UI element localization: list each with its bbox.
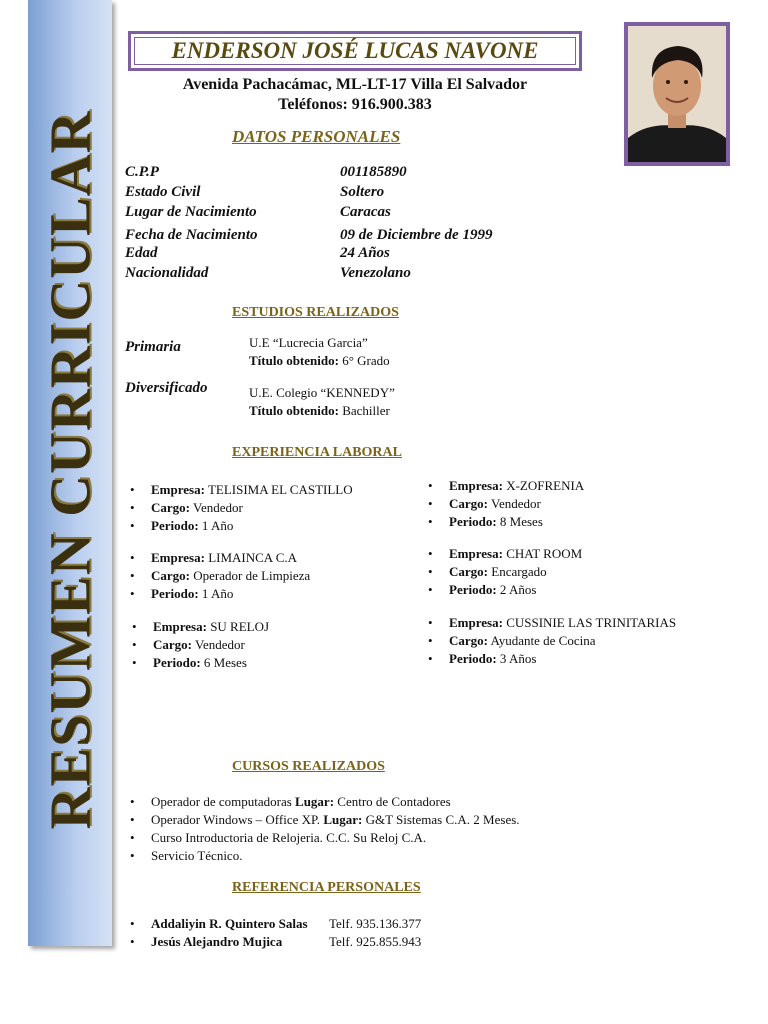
list-item: • Empresa: TELISIMA EL CASTILLO bbox=[127, 481, 353, 499]
study-school: U.E. Colegio “KENNEDY” bbox=[249, 385, 395, 400]
list-item: • Periodo: 3 Años bbox=[425, 650, 676, 668]
personal-section-title: DATOS PERSONALES bbox=[232, 127, 401, 146]
studies-section-title: ESTUDIOS REALIZADOS bbox=[232, 305, 399, 320]
personal-label: Nacionalidad bbox=[125, 265, 209, 281]
personal-value: 001185890 bbox=[340, 164, 407, 180]
study-level: Primaria bbox=[125, 339, 181, 355]
personal-row bbox=[125, 245, 390, 262]
experience-item bbox=[129, 618, 269, 672]
list-item: • Addaliyin R. Quintero Salas Telf. 935.136.377 bbox=[127, 915, 308, 933]
personal-label: Lugar de Nacimiento bbox=[125, 204, 257, 220]
person-photo-icon bbox=[628, 26, 726, 162]
references-section-title: REFERENCIA PERSONALES bbox=[232, 880, 421, 895]
list-item: • Cargo: Vendedor bbox=[129, 636, 269, 654]
experience-item bbox=[425, 477, 584, 531]
personal-row bbox=[125, 204, 391, 221]
address: Avenida Pachacámac, ML-LT-17 Villa El Salvador bbox=[182, 76, 528, 93]
list-item: • Periodo: 6 Meses bbox=[129, 654, 269, 672]
study-degree bbox=[249, 403, 390, 419]
degree-value: Bachiller bbox=[342, 403, 390, 418]
personal-label: Estado Civil bbox=[125, 184, 201, 200]
personal-label: Fecha de Nacimiento bbox=[125, 227, 258, 243]
personal-value: 09 de Diciembre de 1999 bbox=[340, 227, 493, 243]
degree-label: Título obtenido: bbox=[249, 353, 339, 368]
references-list bbox=[127, 915, 422, 951]
experience-item bbox=[425, 614, 676, 668]
courses-list bbox=[127, 793, 520, 865]
list-item: • Cargo: Ayudante de Cocina bbox=[425, 632, 676, 650]
personal-row bbox=[125, 227, 493, 244]
name-box bbox=[128, 31, 582, 71]
experience-item bbox=[127, 481, 353, 535]
study-degree bbox=[249, 353, 390, 369]
experience-item bbox=[425, 545, 582, 599]
list-item: • Empresa: LIMAINCA C.A bbox=[127, 549, 310, 567]
sidebar-banner bbox=[28, 0, 112, 946]
personal-label: C.P.P bbox=[125, 164, 159, 180]
list-item: • Servicio Técnico. bbox=[127, 847, 520, 865]
candidate-name: ENDERSON JOSÉ LUCAS NAVONE bbox=[171, 38, 539, 63]
personal-value: Soltero bbox=[340, 184, 385, 200]
list-item: • Jesús Alejandro Mujica Telf. 925.855.943 bbox=[127, 933, 308, 951]
personal-value: Caracas bbox=[340, 204, 391, 220]
personal-row bbox=[125, 164, 407, 181]
experience-section-title: EXPERIENCIA LABORAL bbox=[232, 445, 402, 460]
experience-item bbox=[127, 549, 310, 603]
list-item: • Cargo: Vendedor bbox=[425, 495, 584, 513]
study-school: U.E “Lucrecia Garcia” bbox=[249, 335, 368, 350]
degree-label: Título obtenido: bbox=[249, 403, 339, 418]
list-item: • Periodo: 2 Años bbox=[425, 581, 582, 599]
list-item: • Operador de computadoras Lugar: Centro de Contadores bbox=[127, 793, 520, 811]
personal-label: Edad bbox=[125, 245, 158, 261]
list-item: • Empresa: SU RELOJ bbox=[129, 618, 269, 636]
personal-row bbox=[125, 265, 411, 282]
sidebar-title: RESUMEN CURRICULAR bbox=[37, 110, 103, 830]
personal-value: 24 Años bbox=[340, 245, 390, 261]
list-item: • Operador Windows – Office XP. Lugar: G&T Sistemas C.A. 2 Meses. bbox=[127, 811, 520, 829]
list-item: • Cargo: Vendedor bbox=[127, 499, 353, 517]
degree-value: 6° Grado bbox=[342, 353, 390, 368]
list-item: • Empresa: X-ZOFRENIA bbox=[425, 477, 584, 495]
list-item: • Periodo: 1 Año bbox=[127, 585, 310, 603]
list-item: • Cargo: Encargado bbox=[425, 563, 582, 581]
personal-row bbox=[125, 184, 385, 201]
study-level: Diversificado bbox=[125, 380, 208, 396]
list-item: • Curso Introductoria de Relojeria. C.C. Su Reloj C.A. bbox=[127, 829, 520, 847]
list-item: • Periodo: 1 Año bbox=[127, 517, 353, 535]
phones: Teléfonos: 916.900.383 bbox=[278, 96, 432, 113]
list-item: • Periodo: 8 Meses bbox=[425, 513, 584, 531]
list-item: • Empresa: CHAT ROOM bbox=[425, 545, 582, 563]
profile-photo bbox=[624, 22, 730, 166]
personal-value: Venezolano bbox=[340, 265, 411, 281]
list-item: • Cargo: Operador de Limpieza bbox=[127, 567, 310, 585]
list-item: • Empresa: CUSSINIE LAS TRINITARIAS bbox=[425, 614, 676, 632]
courses-section-title: CURSOS REALIZADOS bbox=[232, 759, 385, 774]
